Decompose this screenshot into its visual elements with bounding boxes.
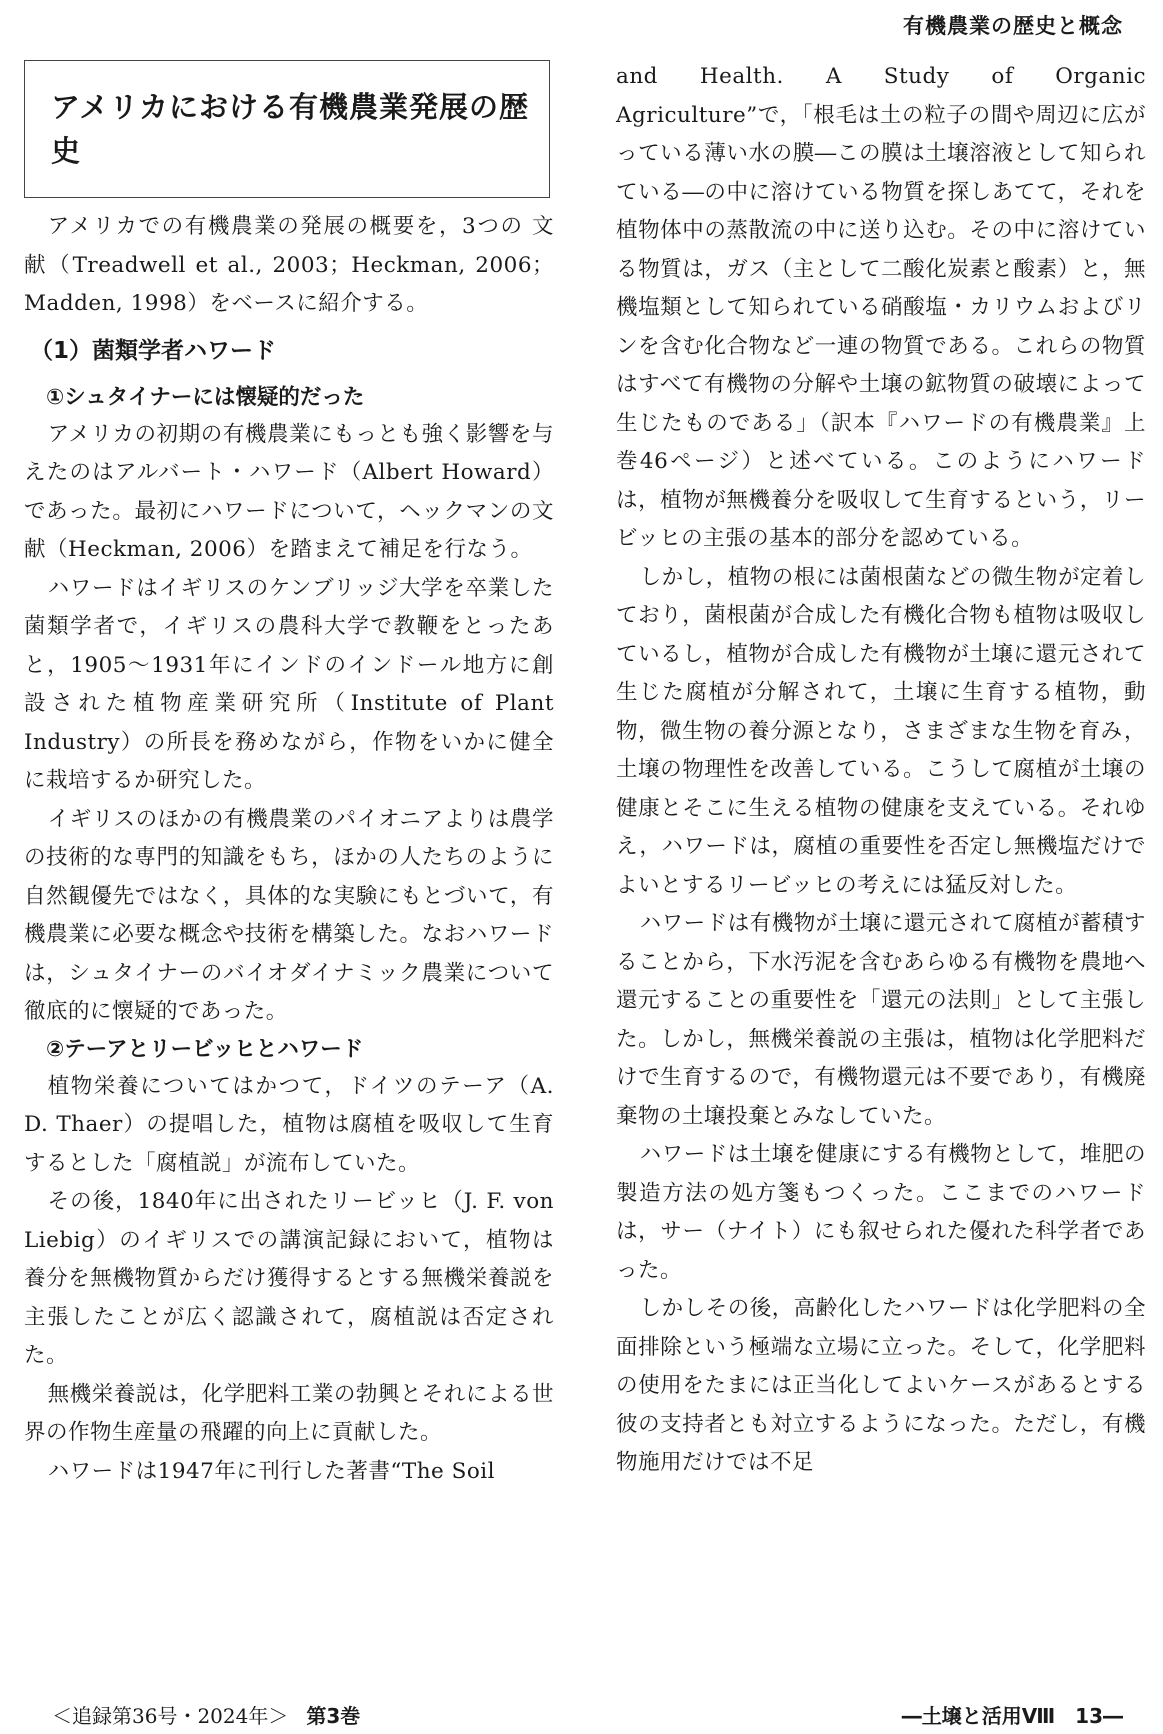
footer-left: [52, 1700, 360, 1729]
body-paragraph: ハワードは有機物が土壌に還元されて腐植が蓄積することから，下水汚泥を含むあらゆる有機物を農地へ還元することの重要性を「還元の法則」として主張した。しかし，無機栄養説の主張は，植物は化学肥料だけで生育するので，有機物還元は不要であり，有機廃棄物の土壌投棄とみなしていた。: [616, 911, 1146, 1129]
body-paragraph: ハワードはイギリスのケンブリッジ大学を卒業した菌類学者で，イギリスの農科大学で教鞭をとったあと，1905～1931年にインドのインドール地方に創設された植物産業研究所（Institute of Plant Industry）の所長を務めながら，作物をいかに健全に栽培するか研究した。: [24, 575, 554, 793]
body-paragraph: アメリカの初期の有機農業にもっとも強く影響を与えたのはアルバート・ハワード（Albert Howard）であった。最初にハワードについて，ヘックマンの文献（Heckman, 2006）を踏まえて補足を行なう。: [24, 421, 554, 562]
footer-volume: 第3巻: [306, 1704, 361, 1728]
subheading-1: ①シュタイナーには懐疑的だった: [46, 384, 365, 410]
footer-page-number: ―土壌と活用Ⅷ 13―: [901, 1704, 1123, 1728]
body-paragraph: しかし，植物の根には菌根菌などの微生物が定着しており，菌根菌が合成した有機化合物も植物は吸収しているし，植物が合成した有機物が土壌に還元されて生じた腐植が分解されて，土壌に生育する植物，動物，微生物の養分源となり，さまざまな生物を育み，土壌の物理性を改善している。こうして腐植が土壌の健康とそこに生える植物の健康を支えている。それゆえ，ハワードは，腐植の重要性を否定し無機塩だけでよいとするリービッヒの考えには猛反対した。: [616, 564, 1146, 898]
intro-paragraph: アメリカでの有機農業の発展の概要を，3つの 文 献（Treadwell et al., 2003；Heckman, 2006；Madden, 1998）をベースに紹介する。: [24, 214, 554, 316]
body-paragraph: and Health. A Study of Organic Agriculture”で，「根毛は土の粒子の間や周辺に広がっている薄い水の膜―この膜は土壌溶液として知られている―の中に溶けている物質を探しあてて，それを植物体中の蒸散流の中に送り込む。その中に溶けている物質は，ガス（主として二酸化炭素と酸素）と，無機塩類として知られている硝酸塩・カリウムおよびリンを含む化合物など一連の物質である。これらの物質はすべて有機物の分解や土壌の鉱物質の破壊によって生じたものである」（訳本『ハワードの有機農業』上巻46ページ）と述べている。このようにハワードは，植物が無機養分を吸収して生育するという，リービッヒの主張の基本的部分を認めている。: [616, 64, 1146, 551]
article-title: アメリカにおける有機農業発展の歴史: [51, 90, 529, 168]
body-paragraph: その後，1840年に出されたリービッヒ（J. F. von Liebig）のイギリスでの講演記録において，植物は養分を無機物質からだけ獲得するとする無機栄養説を主張したことが広く認識されて，腐植説は否定された。: [24, 1189, 554, 1368]
left-column: [24, 60, 554, 1491]
running-header: 有機農業の歴史と概念: [903, 14, 1123, 38]
body-paragraph: イギリスのほかの有機農業のパイオニアよりは農学の技術的な専門的知識をもち，ほかの人たちのように自然観優先ではなく，具体的な実験にもとづいて，有機農業に必要な概念や技術を構築した。なおハワードは，シュタイナーのバイオダイナミック農業について徹底的に懐疑的であった。: [24, 806, 554, 1024]
body-paragraph: 植物栄養についてはかつて，ドイツのテーア（A. D. Thaer）の提唱した，植物は腐植を吸収して生育するとした「腐植説」が流布していた。: [24, 1073, 554, 1176]
body-paragraph: 無機栄養説は，化学肥料工業の勃興とそれによる世界の作物生産量の飛躍的向上に貢献した。: [24, 1381, 554, 1445]
body-paragraph: しかしその後，高齢化したハワードは化学肥料の全面排除という極端な立場に立った。そして，化学肥料の使用をたまには正当化してよいケースがあるとする彼の支持者とも対立するようになった。ただし，有機物施用だけでは不足: [616, 1296, 1146, 1475]
body-paragraph: ハワードは1947年に刊行した著書“The Soil: [47, 1458, 496, 1484]
title-box: [24, 60, 550, 198]
right-column: [616, 58, 1146, 1483]
footer-supplement: ＜追録第36号・2024年＞: [52, 1704, 289, 1728]
body-paragraph: ハワードは土壌を健康にする有機物として，堆肥の製造方法の処方箋もつくった。ここまでのハワードは，サー（ナイト）にも叙せられた優れた科学者であった。: [616, 1142, 1146, 1283]
section-heading: （1）菌類学者ハワード: [30, 337, 277, 364]
subheading-2: ②テーアとリービッヒとハワード: [46, 1036, 364, 1062]
